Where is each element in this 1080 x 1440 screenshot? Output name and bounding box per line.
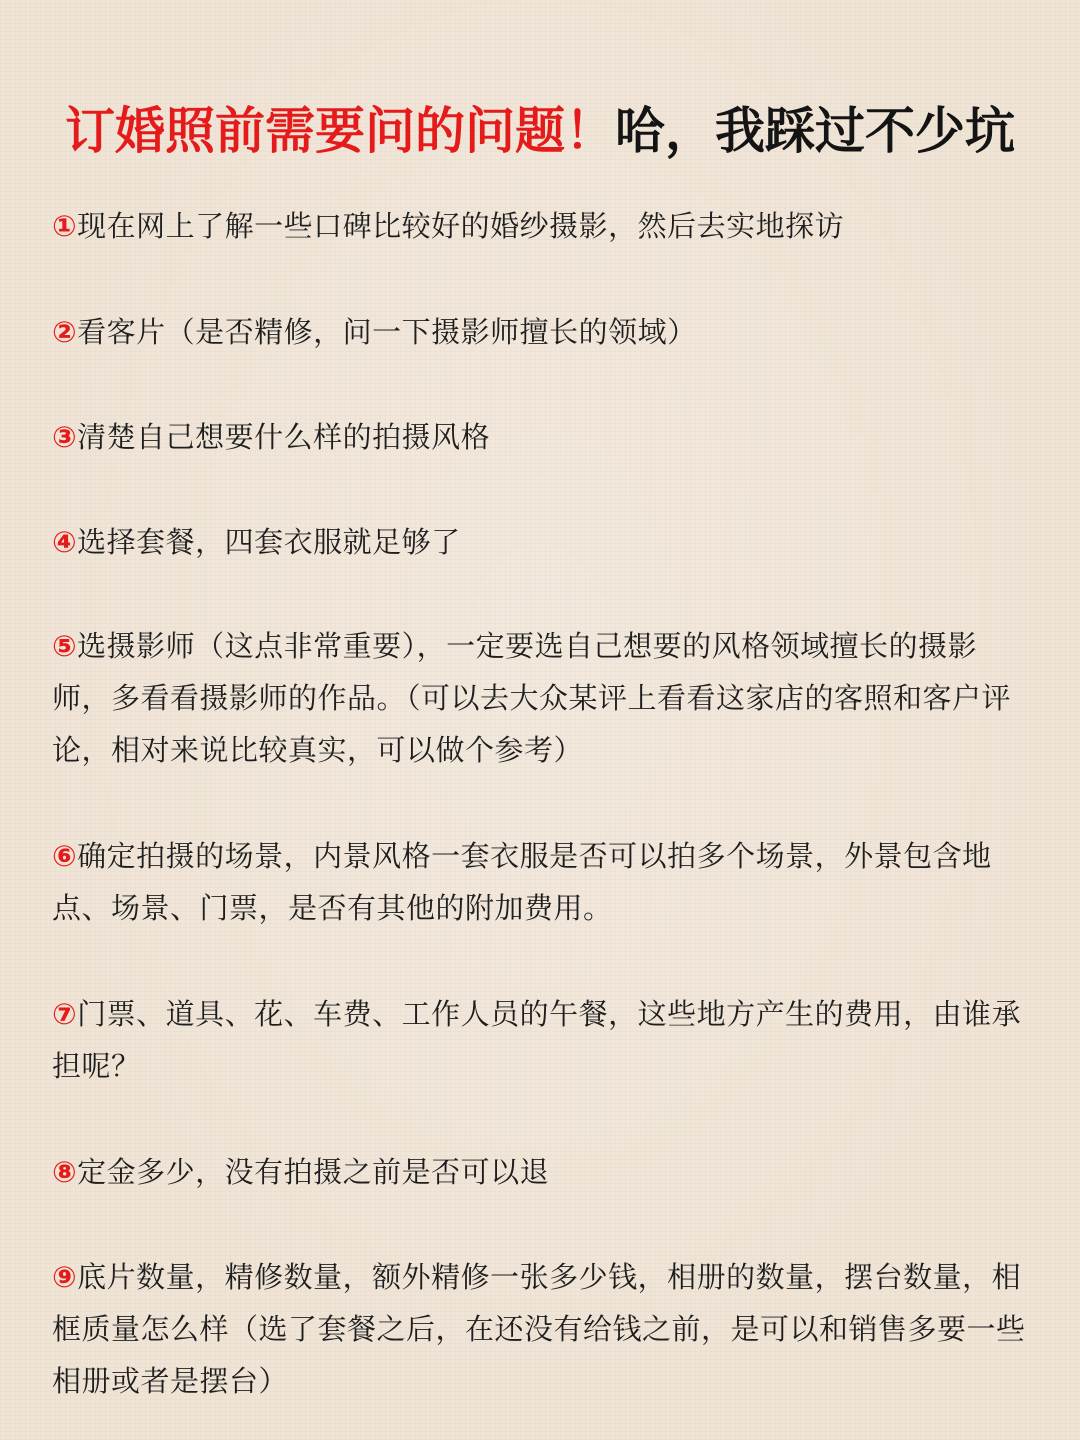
item-number: ③ — [52, 420, 78, 454]
item-text: 选摄影师（这点非常重要），一定要选自己想要的风格领域擅长的摄影师，多看看摄影师的作品。（可以去大众某评上看看这家店的客照和客户评论，相对来说比较真实，可以做个参考） — [52, 629, 1012, 767]
list-item-9 — [52, 1251, 1027, 1407]
title-dark-part: 哈，我踩过不少坑 — [615, 102, 1015, 160]
item-number: ⑤ — [52, 629, 78, 663]
item-text: 选择套餐，四套衣服就足够了 — [77, 525, 461, 559]
item-number: ⑨ — [52, 1260, 78, 1294]
item-number: ① — [52, 209, 78, 243]
item-text: 确定拍摄的场景，内景风格一套衣服是否可以拍多个场景，外景包含地点、场景、门票，是否有其他的附加费用。 — [52, 839, 992, 925]
list-item-1 — [52, 200, 1027, 252]
item-number: ⑧ — [52, 1155, 78, 1189]
list-item-8 — [52, 1146, 1027, 1198]
list-item-4 — [52, 516, 1027, 568]
list-item-7 — [52, 988, 1027, 1092]
item-text: 底片数量，精修数量，额外精修一张多少钱，相册的数量，摆台数量，相框质量怎么样（选了套餐之后，在还没有给钱之前，是可以和销售多要一些相册或者是摆台） — [52, 1260, 1026, 1398]
item-number: ⑥ — [52, 839, 78, 873]
title-red-part: 订婚照前需要问的问题！ — [65, 102, 615, 160]
list-item-3 — [52, 411, 1027, 463]
list-item-5 — [52, 620, 1027, 776]
list-item-2 — [52, 306, 1027, 358]
item-number: ② — [52, 315, 78, 349]
item-text: 清楚自己想要什么样的拍摄风格 — [77, 420, 491, 454]
item-text: 门票、道具、花、车费、工作人员的午餐，这些地方产生的费用，由谁承担呢？ — [52, 997, 1022, 1083]
item-text: 看客片（是否精修，问一下摄影师擅长的领域） — [77, 315, 697, 349]
item-number: ⑦ — [52, 997, 78, 1031]
item-number: ④ — [52, 525, 78, 559]
page-title — [0, 96, 1080, 166]
item-text: 现在网上了解一些口碑比较好的婚纱摄影，然后去实地探访 — [77, 209, 845, 243]
item-text: 定金多少，没有拍摄之前是否可以退 — [77, 1155, 550, 1189]
list-item-6 — [52, 830, 1027, 934]
